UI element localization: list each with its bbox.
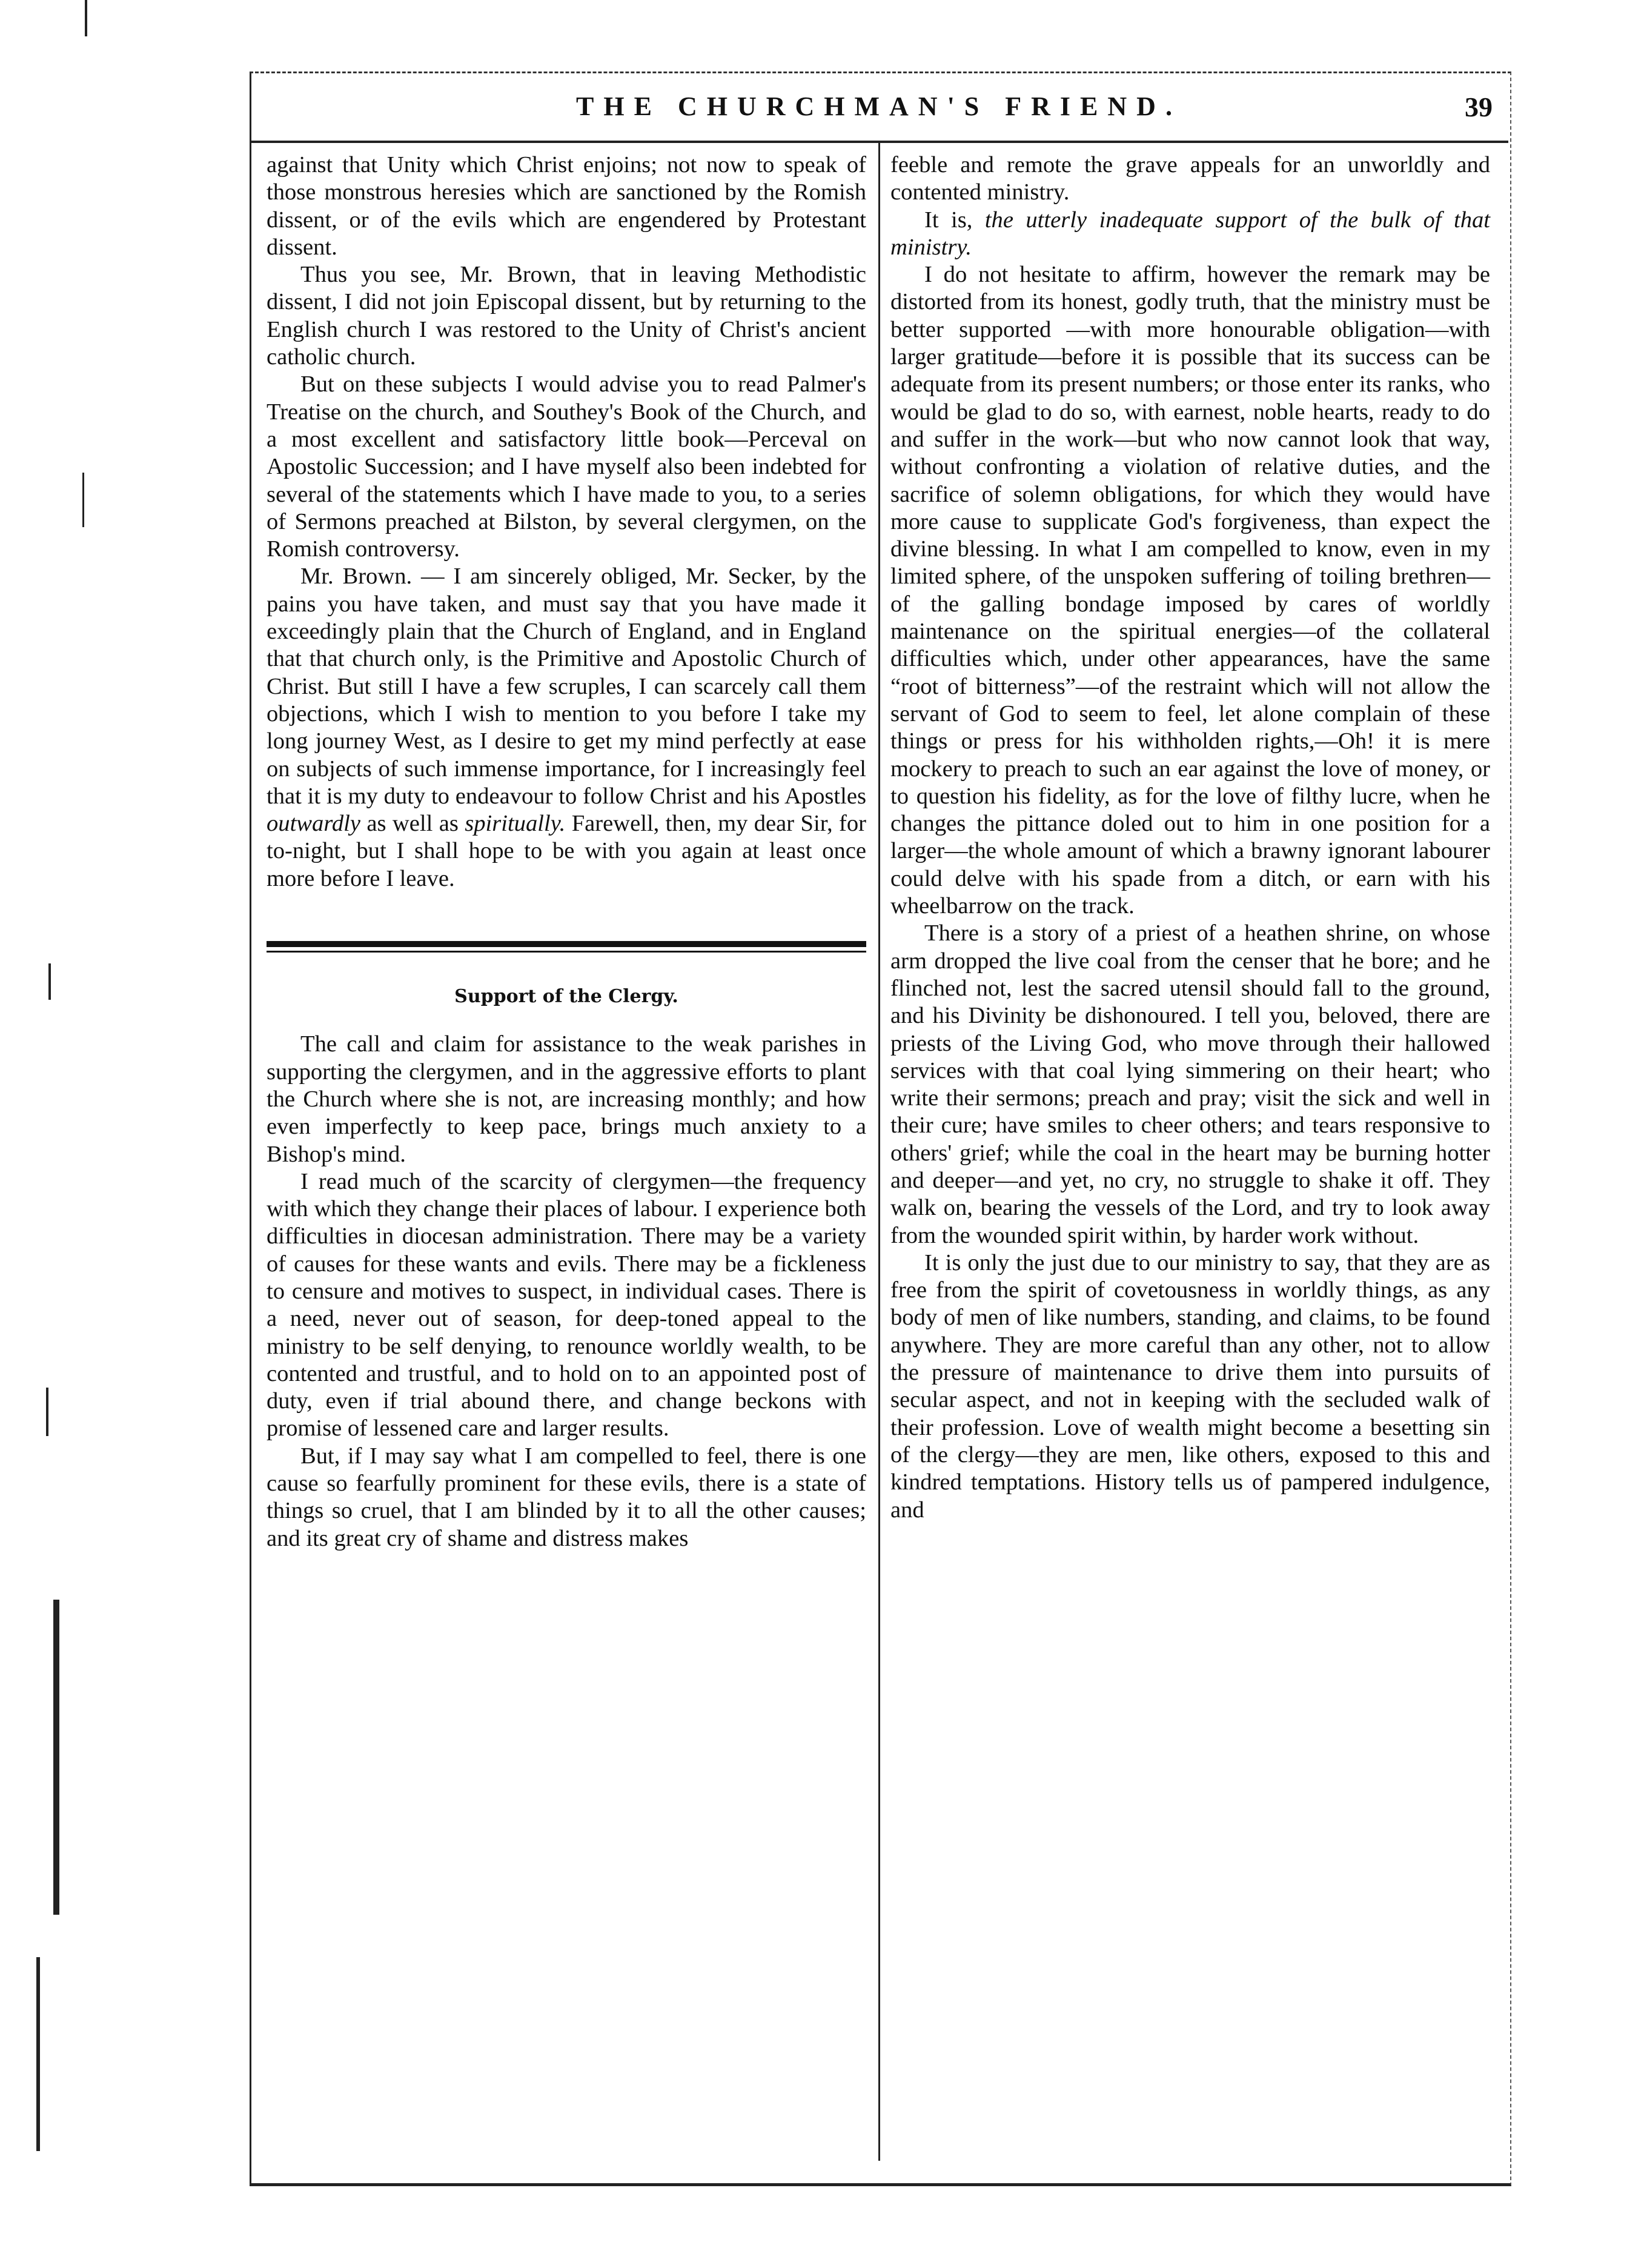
section-rule [267,941,866,953]
page-number: 39 [1465,91,1493,122]
paragraph [267,563,866,893]
paragraph-text: It is, [924,207,985,233]
paragraph: against that Unity which Christ enjoins; not now to speak of those monstrous heresies which are sanctioned by the Romish dissent, or of the evils which are engendered by Protestant dissent. [267,152,866,260]
running-header: THE CHURCHMAN'S FRIEND. [576,91,1182,121]
left-column [267,151,866,1552]
paragraph: Thus you see, Mr. Brown, that in leaving Methodistic dissent, I did not join Episcopal dissent, but by returning to the English church I was restored to the Unity of Christ's ancient catholic church. [267,262,866,370]
paragraph-text: Mr. Brown. — I am sincerely obliged, Mr. Secker, by the pains you have taken, and must say that you have made it exceedingly plain that the Church of England, and in England that that church only, is the Primitive and Apostolic Church of Christ. But still I have a few scruples, I can scarcely call them objections, which I wish to mention to you before I take my long journey West, as I desire to get my mind perfectly at ease on subjects of such immense importance, for I increasingly feel that it is my duty to endeavour to follow Christ and his Apostles [267,564,866,809]
scan-edge-mark [46,1388,48,1436]
paragraph: But, if I may say what I am compelled to feel, there is one cause so fearfully prominent for these evils, there is a state of things so cruel, that I am blinded by it to all the other causes; and its great cry of shame and distress makes [267,1443,866,1551]
paragraph: But on these subjects I would advise you to read Palmer's Treatise on the church, and Southey's Book of the Church, and a most excellent and satisfactory little book—Perceval on Apostolic Succession; and I have myself also been indebted for several of the statements which I have made to you, to a series of Sermons preached at Bilston, by several clergymen, on the Romish controversy. [267,371,866,562]
section-title: Support of the Clergy. [454,986,678,1008]
paragraph: The call and claim for assistance to the weak parishes in supporting the clergymen, and in the aggressive efforts to plant the Church where she is not, are increasing monthly; and how even imperfectly to keep pace, brings much anxiety to a Bishop's mind. [267,1031,866,1167]
paragraph: It is only the just due to our ministry to say, that they are as free from the spirit of covetousness in worldly things, as any body of men of like numbers, standing, and claims, to be found anywhere. They are more careful than any other, not to allow the pressure of maintenance to drive them into pursuits of secular aspect, and not in keeping with the secluded walk of their profession. Love of wealth might become a besetting sin of the clergy—they are men, like others, exposed to this and kindred temptations. History tells us of pampered indulgence, and [890,1249,1490,1523]
scan-edge-mark [85,0,87,36]
scan-edge-mark [53,1600,59,1915]
scan-edge-mark [82,473,84,527]
paragraph: I read much of the scarcity of clergymen—the frequency with which they change their places of labour. I experience both difficulties in diocesan administration. There may be a variety of causes for these wants and evils. There may be a fickleness to censure and motives to suspect, in individual cases. There is a need, never out of season, for deep-toned appeal to the ministry to be self denying, to renounce worldly wealth, to be contented and trustful, and to hold on to an appointed post of duty, even if trial abound there, and change beckons with promise of lessened care and larger results. [267,1168,866,1442]
emphasis: the utterly inadequate support of the bulk of that ministry. [890,207,1490,260]
paragraph [890,207,1490,262]
paragraph-text: Farewell, then, my dear Sir, for to-night, but I shall hope to be with you again at least once more before I leave. [267,811,866,891]
paragraph: I do not hesitate to affirm, however the remark may be distorted from its honest, godly truth, that the ministry must be better supported —with more honourable obligation—with larger gratitude—before it is possible that its success can be adequate from its present numbers; or those enter its ranks, who would be glad to do so, with earnest, noble hearts, ready to do and suffer in the work—but who now cannot look that way, without confronting a violation of relative duties, and the sacrifice of solemn obligations, for which they would have more cause to supplicate God's forgiveness, than expect the divine blessing. In what I am compelled to know, even in my limited sphere, of the unspoken suffering of toiling brethren—of the galling bondage imposed by cares of worldly maintenance on the spiritual energies—of the collateral difficulties which, under other appearances, have the same “root of bitterness”—of the restraint which will not allow the servant of God to seem to feel, let alone complain of these things or press for his withholden rights,—Oh! it is mere mockery to preach to such an ear against the love of money, or to question his fidelity, as for the love of filthy lucre, when he changes the pittance doled out to him in one position for a larger—the whole amount of which a brawny ignorant labourer could delve with his spade from a ditch, or earn with his wheelbarrow on the track. [890,262,1490,919]
right-column [890,151,1490,1524]
emphasis: outwardly [267,811,361,837]
column-divider [878,143,880,2161]
paragraph: feeble and remote the grave appeals for an unworldly and contented ministry. [890,152,1490,205]
emphasis: spiritually. [465,811,566,837]
paragraph: There is a story of a priest of a heathen shrine, on whose arm dropped the live coal from the censer that he bore; and he flinched not, lest the sacred utensil should fall to the ground, and his Divinity be dishonoured. I tell you, beloved, there are priests of the Living God, who move through their hallowed services with that coal lying simmering on their heart; who write their sermons; preach and pray; visit the sick and well in their cure; have smiles to cheer others; and tears responsive to others' grief; while the coal in the heart may be burning hotter and deeper—and yet, no cry, no struggle to shake it off. They walk on, bearing the vessels of the Lord, and try to look away from the wounded spirit within, by harder work without. [890,920,1490,1248]
scan-edge-mark [36,1957,40,2151]
paragraph-text: as well as [360,811,465,837]
scan-edge-mark [48,963,51,1000]
